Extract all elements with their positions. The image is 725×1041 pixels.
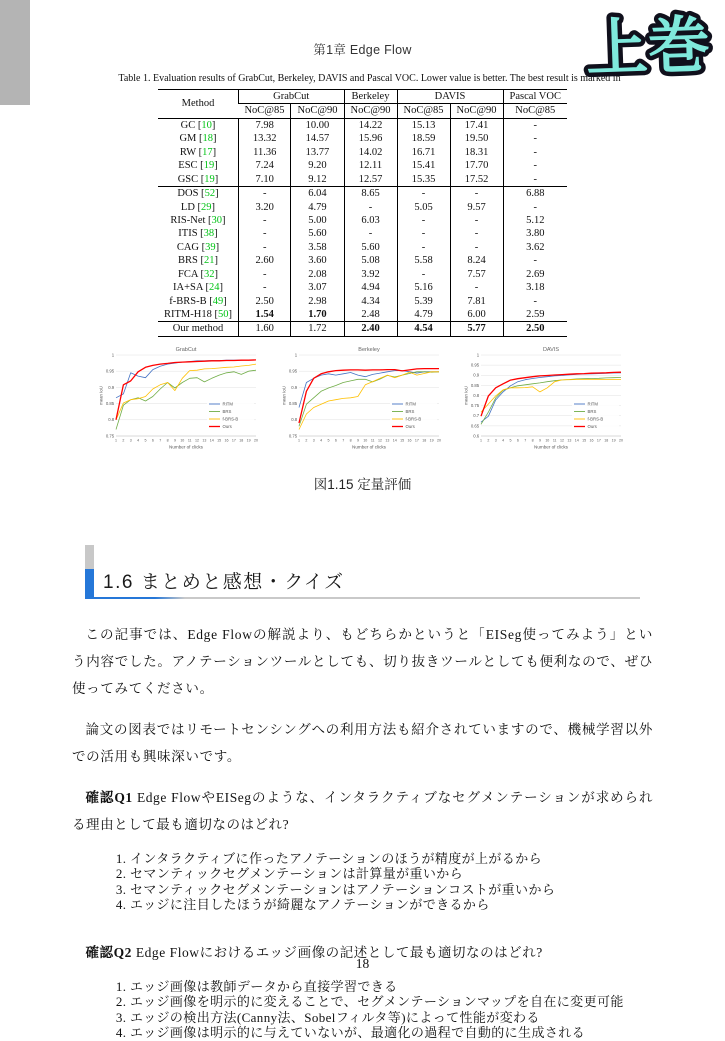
- value-cell: 5.05: [397, 201, 450, 214]
- value-cell: -: [397, 214, 450, 227]
- method-cell: RITM-H18 [50]: [158, 308, 238, 322]
- quiz-option: 2. セマンティックセグメンテーションは計算量が重いから: [130, 866, 653, 882]
- results-table: [158, 89, 567, 337]
- value-cell: -: [503, 173, 567, 187]
- table-row: [158, 268, 567, 281]
- method-cell: GM [18]: [179, 133, 217, 145]
- svg-text:19: 19: [246, 438, 251, 443]
- table-row: [158, 254, 567, 267]
- value-cell: -: [397, 227, 450, 240]
- value-cell: 15.96: [344, 132, 397, 145]
- svg-text:0.95: 0.95: [105, 368, 115, 374]
- table-row: [158, 132, 567, 145]
- svg-text:2: 2: [304, 438, 307, 443]
- value-cell: -: [238, 281, 291, 294]
- value-cell: 4.79: [397, 308, 450, 322]
- value-cell: 15.41: [397, 159, 450, 172]
- method-cell: IA+SA [24]: [173, 282, 223, 294]
- col-subheader: NoC@85: [503, 104, 567, 118]
- value-cell: 12.11: [344, 159, 397, 172]
- quiz-question: 確認Q1 Edge FlowやEISegのような、インタラクティブなセグメンテーションが求められる理由として最も適切なのはどれ?: [72, 789, 653, 832]
- svg-text:Number of clicks: Number of clicks: [169, 444, 203, 450]
- value-cell: 14.02: [344, 146, 397, 159]
- table-row: [158, 241, 567, 254]
- svg-text:4: 4: [137, 438, 140, 443]
- reference-number: 29: [201, 201, 212, 213]
- svg-text:16: 16: [407, 438, 412, 443]
- svg-text:11: 11: [552, 438, 557, 443]
- value-cell: -: [344, 227, 397, 240]
- value-cell: -: [397, 187, 450, 201]
- table-caption: Table 1. Evaluation results of GrabCut, Berkeley, DAVIS and Pascal VOC. Lower value is better. The best result is marked in: [118, 73, 621, 84]
- value-cell: 13.77: [291, 146, 344, 159]
- svg-text:20: 20: [436, 438, 441, 443]
- method-cell: ESC [19]: [178, 160, 218, 172]
- reference-number: 32: [203, 268, 215, 280]
- quiz-label: 確認Q1: [85, 789, 133, 805]
- value-cell: 5.00: [291, 214, 344, 227]
- heading-rule: [85, 597, 640, 599]
- value-cell: 18.31: [450, 146, 503, 159]
- svg-text:10: 10: [545, 438, 550, 443]
- value-cell: -: [238, 227, 291, 240]
- svg-text:Number of clicks: Number of clicks: [534, 444, 568, 450]
- svg-text:3: 3: [312, 438, 315, 443]
- value-cell: 4.34: [344, 295, 397, 308]
- table-row: [158, 295, 567, 308]
- method-cell: BRS [21]: [178, 255, 218, 267]
- table-row: [158, 322, 567, 336]
- svg-text:f-BRS-B: f-BRS-B: [587, 416, 604, 422]
- svg-text:Ours: Ours: [405, 423, 415, 429]
- quiz-option: 1. インタラクティブに作ったアノテーションのほうが精度が上がるから: [130, 851, 653, 867]
- col-group-header: Berkeley: [344, 90, 397, 104]
- svg-text:20: 20: [254, 438, 258, 443]
- svg-text:3: 3: [129, 438, 132, 443]
- svg-text:3: 3: [494, 438, 497, 443]
- charts-row: [98, 345, 626, 461]
- value-cell: 17.41: [450, 118, 503, 132]
- table-row: [158, 214, 567, 227]
- value-cell: -: [238, 187, 291, 201]
- value-cell: -: [238, 214, 291, 227]
- value-cell: 3.60: [291, 254, 344, 267]
- svg-text:mean IoU: mean IoU: [281, 386, 286, 405]
- value-cell: 6.04: [291, 187, 344, 201]
- quiz-option: 4. エッジに注目したほうが綺麗なアノテーションができるから: [130, 897, 653, 913]
- svg-text:12: 12: [560, 438, 565, 443]
- value-cell: 14.57: [291, 132, 344, 145]
- value-cell: 2.98: [291, 295, 344, 308]
- svg-text:6: 6: [516, 438, 519, 443]
- svg-text:10: 10: [362, 438, 367, 443]
- value-cell: 17.52: [450, 173, 503, 187]
- svg-text:11: 11: [187, 438, 192, 443]
- body-text: [72, 621, 653, 770]
- value-cell: 6.03: [344, 214, 397, 227]
- svg-text:1: 1: [297, 438, 300, 443]
- reference-number: 21: [203, 255, 215, 267]
- svg-text:16: 16: [224, 438, 229, 443]
- quiz-option: 3. エッジの検出方法(Canny法、Sobelフィルタ等)によって性能が変わる: [130, 1010, 653, 1026]
- method-cell: RW [17]: [179, 146, 217, 158]
- table-row: [158, 118, 567, 132]
- paragraph: この記事では、Edge Flowの解説より、もどちらかというと「EISeg使ってみよう」という内容でした。アノテーションツールとしても、切り抜きツールとしても便利なので、ぜひ使ってみてください。: [72, 626, 653, 696]
- svg-text:Number of clicks: Number of clicks: [351, 444, 386, 450]
- svg-text:f-BRS-B: f-BRS-B: [405, 416, 421, 422]
- svg-text:Berkeley: Berkeley: [357, 346, 380, 353]
- value-cell: 1.54: [238, 308, 291, 322]
- svg-text:0.85: 0.85: [470, 382, 480, 388]
- value-cell: -: [503, 254, 567, 267]
- svg-text:14: 14: [574, 438, 579, 443]
- method-cell: FCA [32]: [178, 268, 218, 280]
- corner-gray-block: [0, 0, 30, 105]
- svg-text:0.6: 0.6: [473, 433, 480, 439]
- value-cell: 3.80: [503, 227, 567, 240]
- svg-text:15: 15: [217, 438, 222, 443]
- value-cell: 9.57: [450, 201, 503, 214]
- table-row: [158, 281, 567, 294]
- svg-text:14: 14: [209, 438, 214, 443]
- reference-number: 17: [202, 146, 213, 158]
- svg-text:10: 10: [180, 438, 185, 443]
- svg-text:7: 7: [159, 438, 162, 443]
- svg-text:BRS: BRS: [587, 408, 597, 414]
- col-header-method: Method: [181, 98, 215, 110]
- svg-text:9: 9: [173, 438, 176, 443]
- svg-text:19: 19: [429, 438, 434, 443]
- reference-number: 50: [217, 309, 229, 320]
- value-cell: 3.07: [291, 281, 344, 294]
- svg-text:20: 20: [619, 438, 623, 443]
- value-cell: 3.58: [291, 241, 344, 254]
- svg-text:Ours: Ours: [222, 423, 232, 429]
- svg-text:GrabCut: GrabCut: [175, 346, 197, 353]
- method-cell: DOS [52]: [177, 188, 219, 200]
- svg-text:9: 9: [356, 438, 359, 443]
- reference-number: 52: [204, 188, 216, 200]
- reference-number: 49: [212, 295, 224, 307]
- value-cell: 5.12: [503, 214, 567, 227]
- svg-text:0.95: 0.95: [470, 362, 480, 368]
- svg-text:0.75: 0.75: [470, 402, 480, 408]
- value-cell: 12.57: [344, 173, 397, 187]
- chart-grabcut: [98, 345, 261, 461]
- quiz-question: 確認Q2 Edge Flowにおけるエッジ画像の記述として最も適切なのはどれ?: [85, 944, 543, 960]
- value-cell: 7.81: [450, 295, 503, 308]
- svg-text:7: 7: [341, 438, 344, 443]
- svg-text:0.9: 0.9: [108, 384, 115, 390]
- value-cell: 13.32: [238, 132, 291, 145]
- method-cell: RIS-Net [30]: [170, 214, 226, 226]
- quiz-options: [112, 979, 653, 1041]
- value-cell: 7.57: [450, 268, 503, 281]
- method-cell: Our method: [172, 323, 224, 335]
- svg-text:8: 8: [349, 438, 352, 443]
- value-cell: -: [344, 201, 397, 214]
- section-heading: [85, 545, 640, 597]
- svg-text:14: 14: [392, 438, 397, 443]
- value-cell: 3.18: [503, 281, 567, 294]
- value-cell: 1.72: [291, 322, 344, 336]
- svg-text:15: 15: [399, 438, 404, 443]
- reference-number: 19: [204, 173, 215, 185]
- reference-number: 19: [203, 160, 215, 172]
- value-cell: -: [450, 241, 503, 254]
- svg-text:0.8: 0.8: [108, 417, 115, 423]
- reference-number: 38: [203, 228, 215, 240]
- method-cell: GC [10]: [180, 119, 216, 131]
- svg-text:1: 1: [480, 438, 482, 443]
- svg-text:0.8: 0.8: [473, 392, 480, 398]
- svg-text:0.65: 0.65: [470, 423, 480, 429]
- svg-text:0.9: 0.9: [290, 384, 297, 390]
- value-cell: 6.00: [450, 308, 503, 322]
- chapter-header: 第1章 Edge Flow: [313, 43, 412, 57]
- value-cell: 2.59: [503, 308, 567, 322]
- value-cell: 9.12: [291, 173, 344, 187]
- svg-text:8: 8: [166, 438, 169, 443]
- svg-text:0.7: 0.7: [473, 413, 480, 419]
- heading-accent-bar: [85, 545, 94, 597]
- value-cell: -: [450, 214, 503, 227]
- col-group-header: GrabCut: [238, 90, 344, 104]
- svg-text:mean IoU: mean IoU: [98, 386, 104, 405]
- value-cell: -: [450, 187, 503, 201]
- value-cell: 5.60: [291, 227, 344, 240]
- value-cell: -: [503, 295, 567, 308]
- value-cell: 14.22: [344, 118, 397, 132]
- svg-text:5: 5: [144, 438, 147, 443]
- value-cell: -: [238, 268, 291, 281]
- svg-text:7: 7: [524, 438, 527, 443]
- svg-text:15: 15: [582, 438, 587, 443]
- table-row: [158, 146, 567, 159]
- value-cell: -: [503, 132, 567, 145]
- value-cell: 2.40: [344, 322, 397, 336]
- col-group-header: DAVIS: [397, 90, 503, 104]
- value-cell: 9.20: [291, 159, 344, 172]
- method-cell: CAG [39]: [176, 241, 220, 253]
- svg-text:4: 4: [319, 438, 322, 443]
- svg-text:0.95: 0.95: [288, 368, 297, 374]
- table-row: [158, 187, 567, 201]
- quiz-label: 確認Q2: [85, 944, 132, 960]
- col-group-header: Pascal VOC: [503, 90, 567, 104]
- volume-stamp: [573, 2, 723, 97]
- svg-text:1: 1: [476, 352, 480, 358]
- svg-text:BRS: BRS: [405, 408, 414, 414]
- value-cell: 2.69: [503, 268, 567, 281]
- value-cell: 5.77: [450, 322, 503, 336]
- svg-text:0.8: 0.8: [290, 417, 297, 423]
- value-cell: 19.50: [450, 132, 503, 145]
- reference-number: 30: [211, 214, 223, 226]
- svg-text:RITM: RITM: [405, 401, 416, 407]
- svg-text:0.75: 0.75: [105, 433, 115, 439]
- value-cell: -: [397, 268, 450, 281]
- method-cell: ITIS [38]: [178, 228, 218, 240]
- svg-text:BRS: BRS: [222, 408, 232, 414]
- value-cell: 2.48: [344, 308, 397, 322]
- svg-text:17: 17: [414, 438, 419, 443]
- svg-text:mean IoU: mean IoU: [463, 386, 469, 405]
- svg-text:4: 4: [502, 438, 505, 443]
- svg-text:Ours: Ours: [587, 423, 597, 429]
- quiz-option: 2. エッジ画像を明示的に変えることで、セグメンテーションマップを自在に変更可能: [130, 994, 653, 1010]
- reference-number: 39: [205, 241, 216, 253]
- value-cell: 15.35: [397, 173, 450, 187]
- col-subheader: NoC@90: [344, 104, 397, 118]
- svg-text:5: 5: [509, 438, 512, 443]
- value-cell: 2.50: [238, 295, 291, 308]
- section-title: 1.6 まとめと感想・クイズ: [103, 571, 345, 593]
- svg-text:8: 8: [531, 438, 534, 443]
- svg-text:13: 13: [202, 438, 207, 443]
- svg-text:18: 18: [239, 438, 244, 443]
- svg-text:16: 16: [589, 438, 594, 443]
- svg-text:5: 5: [326, 438, 329, 443]
- table-row: [158, 159, 567, 172]
- quiz-option: 1. エッジ画像は教師データから直接学習できる: [130, 979, 653, 995]
- value-cell: -: [503, 201, 567, 214]
- col-subheader: NoC@90: [450, 104, 503, 118]
- svg-text:9: 9: [538, 438, 541, 443]
- svg-text:13: 13: [567, 438, 572, 443]
- svg-text:0.75: 0.75: [288, 433, 297, 439]
- value-cell: 18.59: [397, 132, 450, 145]
- value-cell: 15.13: [397, 118, 450, 132]
- svg-text:DAVIS: DAVIS: [542, 346, 560, 353]
- value-cell: 5.16: [397, 281, 450, 294]
- figure-caption: 図1.15 定量評価: [313, 476, 412, 492]
- svg-text:RITM: RITM: [587, 401, 599, 407]
- svg-text:2: 2: [487, 438, 490, 443]
- value-cell: 5.39: [397, 295, 450, 308]
- svg-text:17: 17: [231, 438, 236, 443]
- svg-text:12: 12: [377, 438, 382, 443]
- value-cell: -: [238, 241, 291, 254]
- svg-text:11: 11: [370, 438, 375, 443]
- value-cell: 1.70: [291, 308, 344, 322]
- value-cell: 3.92: [344, 268, 397, 281]
- svg-text:RITM: RITM: [222, 401, 234, 407]
- svg-text:f-BRS-B: f-BRS-B: [222, 416, 239, 422]
- value-cell: -: [450, 281, 503, 294]
- svg-text:18: 18: [421, 438, 426, 443]
- value-cell: 4.79: [291, 201, 344, 214]
- svg-text:0.85: 0.85: [288, 400, 297, 406]
- value-cell: 10.00: [291, 118, 344, 132]
- reference-number: 18: [202, 133, 214, 145]
- value-cell: 7.98: [238, 118, 291, 132]
- value-cell: -: [503, 118, 567, 132]
- value-cell: -: [450, 227, 503, 240]
- page-number: 18: [355, 956, 370, 971]
- value-cell: 16.71: [397, 146, 450, 159]
- value-cell: 3.62: [503, 241, 567, 254]
- svg-text:18: 18: [604, 438, 609, 443]
- paragraph: 論文の図表ではリモートセンシングへの利用方法も紹介されていますので、機械学習以外での活用も興味深いです。: [72, 721, 653, 764]
- value-cell: 2.60: [238, 254, 291, 267]
- chart-berkeley: [281, 345, 444, 461]
- col-subheader: NoC@85: [397, 104, 450, 118]
- value-cell: -: [503, 159, 567, 172]
- svg-text:12: 12: [195, 438, 200, 443]
- value-cell: 8.24: [450, 254, 503, 267]
- chart-davis: [463, 345, 626, 461]
- svg-text:17: 17: [596, 438, 601, 443]
- col-subheader: NoC@90: [291, 104, 344, 118]
- value-cell: 5.60: [344, 241, 397, 254]
- value-cell: 4.94: [344, 281, 397, 294]
- svg-text:0.9: 0.9: [473, 372, 480, 378]
- table-row: [158, 173, 567, 187]
- value-cell: 8.65: [344, 187, 397, 201]
- value-cell: 7.24: [238, 159, 291, 172]
- method-cell: f-BRS-B [49]: [169, 295, 227, 307]
- stamp-text: 上巻: [584, 10, 712, 85]
- svg-text:1: 1: [115, 438, 117, 443]
- value-cell: 2.08: [291, 268, 344, 281]
- svg-text:2: 2: [122, 438, 125, 443]
- value-cell: 7.10: [238, 173, 291, 187]
- table-row: [158, 227, 567, 240]
- quiz-option: 3. セマンティックセグメンテーションはアノテーションコストが重いから: [130, 882, 653, 898]
- method-cell: LD [29]: [180, 201, 216, 213]
- value-cell: -: [397, 241, 450, 254]
- svg-text:0.85: 0.85: [105, 400, 115, 406]
- svg-text:19: 19: [611, 438, 616, 443]
- value-cell: -: [503, 146, 567, 159]
- table-row: [158, 201, 567, 214]
- quiz-options: [112, 851, 653, 913]
- value-cell: 17.70: [450, 159, 503, 172]
- svg-text:13: 13: [384, 438, 389, 443]
- table-row: [158, 308, 567, 322]
- quiz-section: [72, 784, 653, 1041]
- svg-text:6: 6: [334, 438, 337, 443]
- value-cell: 4.54: [397, 322, 450, 336]
- quiz-option: 4. エッジ画像は明示的に与えていないが、最適化の過程で自動的に生成される: [130, 1025, 653, 1041]
- value-cell: 1.60: [238, 322, 291, 336]
- value-cell: 5.08: [344, 254, 397, 267]
- value-cell: 6.88: [503, 187, 567, 201]
- svg-text:1: 1: [294, 352, 297, 358]
- svg-text:1: 1: [111, 352, 115, 358]
- reference-number: 24: [208, 282, 220, 294]
- value-cell: 11.36: [238, 146, 291, 159]
- col-subheader: NoC@85: [238, 104, 291, 118]
- svg-text:6: 6: [151, 438, 154, 443]
- reference-number: 10: [201, 119, 212, 131]
- value-cell: 5.58: [397, 254, 450, 267]
- method-cell: GSC [19]: [158, 173, 238, 187]
- value-cell: 3.20: [238, 201, 291, 214]
- value-cell: 2.50: [503, 322, 567, 336]
